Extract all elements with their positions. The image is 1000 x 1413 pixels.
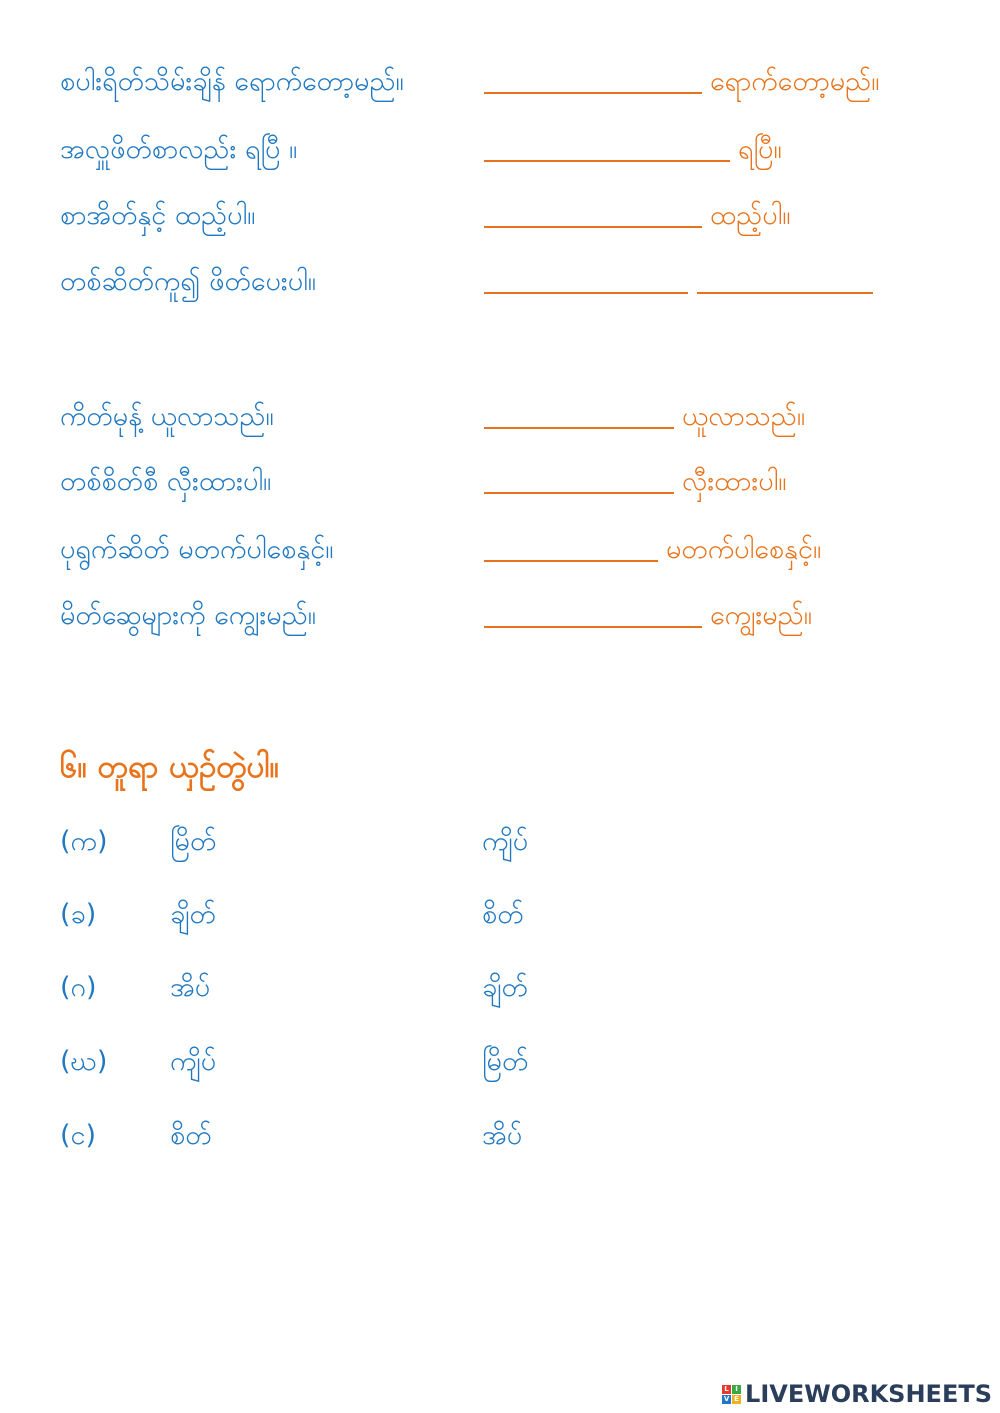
- answer-blank[interactable]: [697, 292, 873, 294]
- suffix-text: ရောက်တော့မည်။: [710, 66, 880, 97]
- match-row-4: [0, 1040, 1000, 1090]
- suffix-text: ထည့်ပါ။: [710, 200, 791, 231]
- suffix-text: မတက်ပါစေနှင့်။: [666, 534, 822, 565]
- suffix-text: ယူလာသည်။: [682, 401, 806, 432]
- item-label: (ခ): [60, 899, 97, 930]
- prompt-text: ပုရွက်ဆိတ် မတက်ပါစေနှင့်။: [60, 534, 334, 565]
- answer-blank[interactable]: [484, 492, 674, 494]
- suffix-text: ရပြီ။: [738, 134, 782, 165]
- prompt-text: ကိတ်မုန့် ယူလာသည်။: [60, 401, 274, 432]
- right-word[interactable]: ကျိပ်: [482, 826, 529, 857]
- answer-blank[interactable]: [484, 560, 658, 562]
- match-row-5: [0, 1114, 1000, 1164]
- fill-row-5: [0, 397, 1000, 447]
- logo-mark-icon: [722, 1385, 741, 1404]
- logo-square-l: L: [722, 1385, 731, 1394]
- logo-square-e: E: [732, 1395, 741, 1404]
- suffix-text: လှီးထားပါ။: [682, 466, 787, 497]
- right-word[interactable]: ချိတ်: [482, 972, 528, 1003]
- answer-blank[interactable]: [484, 626, 702, 628]
- left-word[interactable]: စိတ်: [170, 1120, 212, 1151]
- section-heading: ၆။ တူရာ ယှဉ်တွဲပါ။: [60, 749, 280, 785]
- answer-blank[interactable]: [484, 92, 702, 94]
- answer-blank[interactable]: [484, 160, 730, 162]
- fill-row-4: [0, 262, 1000, 312]
- prompt-text: အလှူဖိတ်စာလည်း ရပြီ ။: [60, 134, 298, 165]
- right-word[interactable]: မြိတ်: [482, 1046, 529, 1077]
- liveworksheets-logo: [722, 1379, 992, 1409]
- item-label: (င): [60, 1120, 97, 1151]
- fill-row-8: [0, 596, 1000, 646]
- prompt-text: မိတ်ဆွေများကို ကျွေးမည်။: [60, 600, 316, 631]
- fill-row-1: [0, 62, 1000, 112]
- item-label: (က): [60, 826, 108, 857]
- left-word[interactable]: ချိတ်: [170, 899, 216, 930]
- suffix-text: ကျွေးမည်။: [710, 600, 812, 631]
- left-word[interactable]: ကျိပ်: [170, 1046, 217, 1077]
- fill-row-6: [0, 462, 1000, 512]
- logo-square-i: I: [732, 1385, 741, 1394]
- left-word[interactable]: မြိတ်: [170, 826, 217, 857]
- match-row-3: [0, 966, 1000, 1016]
- answer-blank[interactable]: [484, 226, 702, 228]
- fill-row-7: [0, 530, 1000, 580]
- brand-name: LIVEWORKSHEETS: [745, 1380, 992, 1408]
- fill-row-3: [0, 196, 1000, 246]
- prompt-text: တစ်စိတ်စီ လှီးထားပါ။: [60, 466, 272, 497]
- prompt-text: စပါးရိတ်သိမ်းချိန် ရောက်တော့မည်။: [60, 66, 404, 97]
- left-word[interactable]: အိပ်: [170, 972, 211, 1003]
- answer-blank[interactable]: [484, 292, 688, 294]
- logo-square-v: V: [723, 1394, 730, 1403]
- right-word[interactable]: စိတ်: [482, 899, 524, 930]
- right-word[interactable]: အိပ်: [482, 1120, 523, 1151]
- item-label: (ဃ): [60, 1046, 108, 1077]
- prompt-text: တစ်ဆိတ်ကူ၍ ဖိတ်ပေးပါ။: [60, 266, 316, 297]
- fill-row-2: [0, 130, 1000, 180]
- item-label: (ဂ): [60, 972, 97, 1003]
- match-row-2: [0, 893, 1000, 943]
- prompt-text: စာအိတ်နှင့် ထည့်ပါ။: [60, 200, 256, 231]
- answer-blank[interactable]: [484, 427, 674, 429]
- match-row-1: [0, 820, 1000, 870]
